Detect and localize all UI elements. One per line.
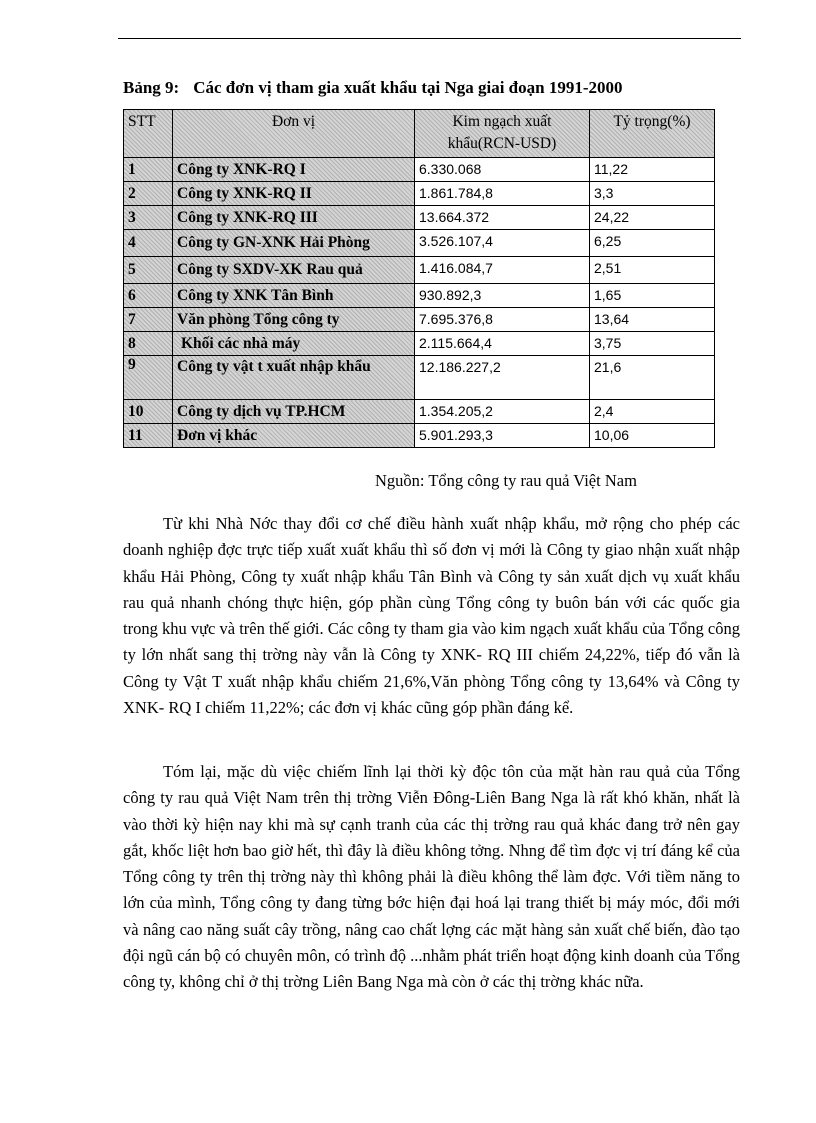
row-value: 3.526.107,4 xyxy=(415,230,590,257)
table-row xyxy=(124,257,715,284)
table-row xyxy=(124,308,715,332)
row-value: 6.330.068 xyxy=(415,158,590,182)
row-value: 7.695.376,8 xyxy=(415,308,590,332)
table-caption-label: Bảng 9: xyxy=(123,78,180,97)
table-row xyxy=(124,206,715,230)
row-value: 5.901.293,3 xyxy=(415,424,590,448)
row-share: 21,6 xyxy=(590,356,715,400)
header-stt: STT xyxy=(124,110,173,158)
export-units-table xyxy=(123,109,715,448)
row-stt: 7 xyxy=(124,308,173,332)
table-source: Nguồn: Tổng công ty rau quả Việt Nam xyxy=(375,471,637,490)
table-row xyxy=(124,356,715,400)
table-row xyxy=(124,332,715,356)
row-value: 1.416.084,7 xyxy=(415,257,590,284)
row-stt: 3 xyxy=(124,206,173,230)
header-value: Kim ngạch xuất khẩu(RCN-USD) xyxy=(415,110,590,158)
header-share: Tỷ trọng(%) xyxy=(590,110,715,158)
table-caption xyxy=(123,78,743,98)
row-stt: 8 xyxy=(124,332,173,356)
row-unit: Công ty GN-XNK Hải Phòng xyxy=(173,230,415,257)
row-unit: Công ty vật t xuất nhập khẩu xyxy=(173,356,415,400)
row-share: 2,4 xyxy=(590,400,715,424)
row-stt: 11 xyxy=(124,424,173,448)
row-stt: 6 xyxy=(124,284,173,308)
row-stt: 4 xyxy=(124,230,173,257)
table-row xyxy=(124,158,715,182)
row-unit: Công ty XNK-RQ I xyxy=(173,158,415,182)
body-paragraph-2: Tóm lại, mặc dù việc chiếm lĩnh lại thời kỳ độc tôn của mặt hàn rau quả của Tổng công ty rau quả Việt Nam trên thị trờng Viễn Đông-Liên Bang Nga là rất khó khăn, nhất là vào thời kỳ hiện nay khi mà sự cạnh tranh của các thị trờng rau quả khác đang trở nên gay gắt, khốc liệt hơn bao giờ hết, thì đây là điều không tởng. Nhng để tìm đợc vị trí đáng kể của Tổng công ty trên thị trờng này thì không phải là điều không thể làm đợc. Với tiềm năng to lớn của mình, Tổng công ty đang từng bớc hiện đại hoá lại trang thiết bị máy móc, đổi mới và nâng cao năng suất cây trồng, nâng cao chất lợng các mặt hàng sản xuất chế biến, đào tạo đội ngũ cán bộ có chuyên môn, có trình độ ...nhằm phát triển hoạt động kinh doanh của Tổng công ty, không chỉ ở thị trờng Liên Bang Nga mà còn ở các thị trờng khác nữa. xyxy=(123,762,740,992)
table-row xyxy=(124,424,715,448)
row-share: 3,3 xyxy=(590,182,715,206)
row-unit: Đơn vị khác xyxy=(173,424,415,448)
table-row xyxy=(124,284,715,308)
row-value: 1.861.784,8 xyxy=(415,182,590,206)
row-unit: Công ty XNK-RQ II xyxy=(173,182,415,206)
row-unit: Văn phòng Tổng công ty xyxy=(173,308,415,332)
row-share: 11,22 xyxy=(590,158,715,182)
header-unit: Đơn vị xyxy=(173,110,415,158)
row-unit: Khối các nhà máy xyxy=(173,332,415,356)
row-value: 13.664.372 xyxy=(415,206,590,230)
row-share: 6,25 xyxy=(590,230,715,257)
row-unit: Công ty dịch vụ TP.HCM xyxy=(173,400,415,424)
row-value: 12.186.227,2 xyxy=(415,356,590,400)
row-value: 2.115.664,4 xyxy=(415,332,590,356)
table-row xyxy=(124,400,715,424)
row-stt: 2 xyxy=(124,182,173,206)
row-share: 24,22 xyxy=(590,206,715,230)
table-row xyxy=(124,182,715,206)
row-share: 10,06 xyxy=(590,424,715,448)
table-header-row xyxy=(124,110,715,158)
row-stt: 9 xyxy=(124,356,173,400)
row-stt: 1 xyxy=(124,158,173,182)
row-unit: Công ty XNK-RQ III xyxy=(173,206,415,230)
row-share: 3,75 xyxy=(590,332,715,356)
row-stt: 10 xyxy=(124,400,173,424)
row-share: 1,65 xyxy=(590,284,715,308)
row-unit: Công ty XNK Tân Bình xyxy=(173,284,415,308)
row-share: 13,64 xyxy=(590,308,715,332)
row-share: 2,51 xyxy=(590,257,715,284)
row-value: 930.892,3 xyxy=(415,284,590,308)
table-caption-title: Các đơn vị tham gia xuất khẩu tại Nga giai đoạn 1991-2000 xyxy=(193,78,623,97)
table-row xyxy=(124,230,715,257)
row-stt: 5 xyxy=(124,257,173,284)
row-unit: Công ty SXDV-XK Rau quả xyxy=(173,257,415,284)
header-rule xyxy=(118,38,741,39)
row-value: 1.354.205,2 xyxy=(415,400,590,424)
body-paragraph-1: Từ khi Nhà Nớc thay đổi cơ chế điều hành xuất nhập khẩu, mở rộng cho phép các doanh nghiệp đợc trực tiếp xuất xuất khẩu thì số đơn vị mới là Công ty giao nhận xuất nhập khẩu Hải Phòng, Công ty xuất nhập khẩu Tân Bình và Công ty sản xuất dịch vụ xuất khẩu rau quả nhanh chóng thực hiện, góp phần cùng Tổng công ty buôn bán với các quốc gia trong khu vực và trên thế giới. Các công ty tham gia vào kim ngạch xuất khẩu của Tổng công ty lớn nhất sang thị trờng này vẫn là Công ty XNK- RQ III chiếm 24,22%, tiếp đó vẫn là Công ty Vật T xuất nhập khẩu chiếm 21,6%,Văn phòng Tổng công ty 13,64% và Công ty XNK- RQ I chiếm 11,22%; các đơn vị khác cũng góp phần đáng kể. xyxy=(123,514,740,718)
